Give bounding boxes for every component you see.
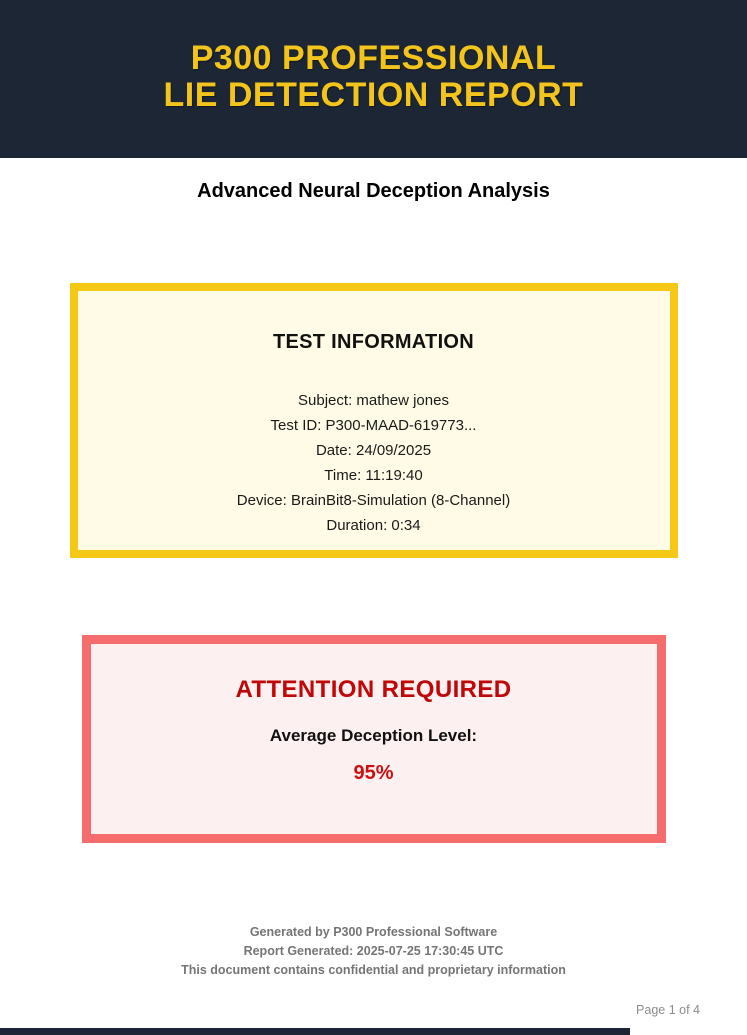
test-info-date: Date: 24/09/2025	[315, 442, 432, 459]
report-title-line-2: LIE DETECTION REPORT	[163, 76, 584, 114]
test-info-test-id: Test ID: P300-MAAD-619773...	[270, 417, 477, 434]
test-information-lines	[98, 388, 650, 538]
test-info-duration: Duration: 0:34	[326, 517, 421, 534]
report-footer	[0, 923, 747, 980]
test-info-time: Time: 11:19:40	[324, 467, 423, 484]
deception-level-label: Average Deception Level:	[269, 726, 478, 745]
test-info-subject: Subject: mathew jones	[298, 392, 449, 409]
report-subtitle: Advanced Neural Deception Analysis	[197, 180, 550, 202]
deception-level-value: 95%	[353, 762, 394, 784]
report-title-line-1: P300 PROFESSIONAL	[190, 39, 557, 77]
page-number: Page 1 of 4	[636, 1003, 700, 1017]
test-information-title: TEST INFORMATION	[272, 331, 475, 353]
test-info-device: Device: BrainBit8-Simulation (8-Channel)	[236, 492, 511, 509]
report-header	[0, 0, 747, 158]
footer-confidentiality-notice: This document contains confidential and proprietary information	[181, 963, 566, 977]
attention-alert-card	[82, 635, 666, 843]
footer-generated-by: Generated by P300 Professional Software	[249, 925, 498, 939]
next-page-edge	[0, 1028, 630, 1035]
alert-title: ATTENTION REQUIRED	[235, 676, 512, 703]
footer-report-generated: Report Generated: 2025-07-25 17:30:45 UTC	[243, 944, 504, 958]
test-information-card	[70, 283, 678, 558]
